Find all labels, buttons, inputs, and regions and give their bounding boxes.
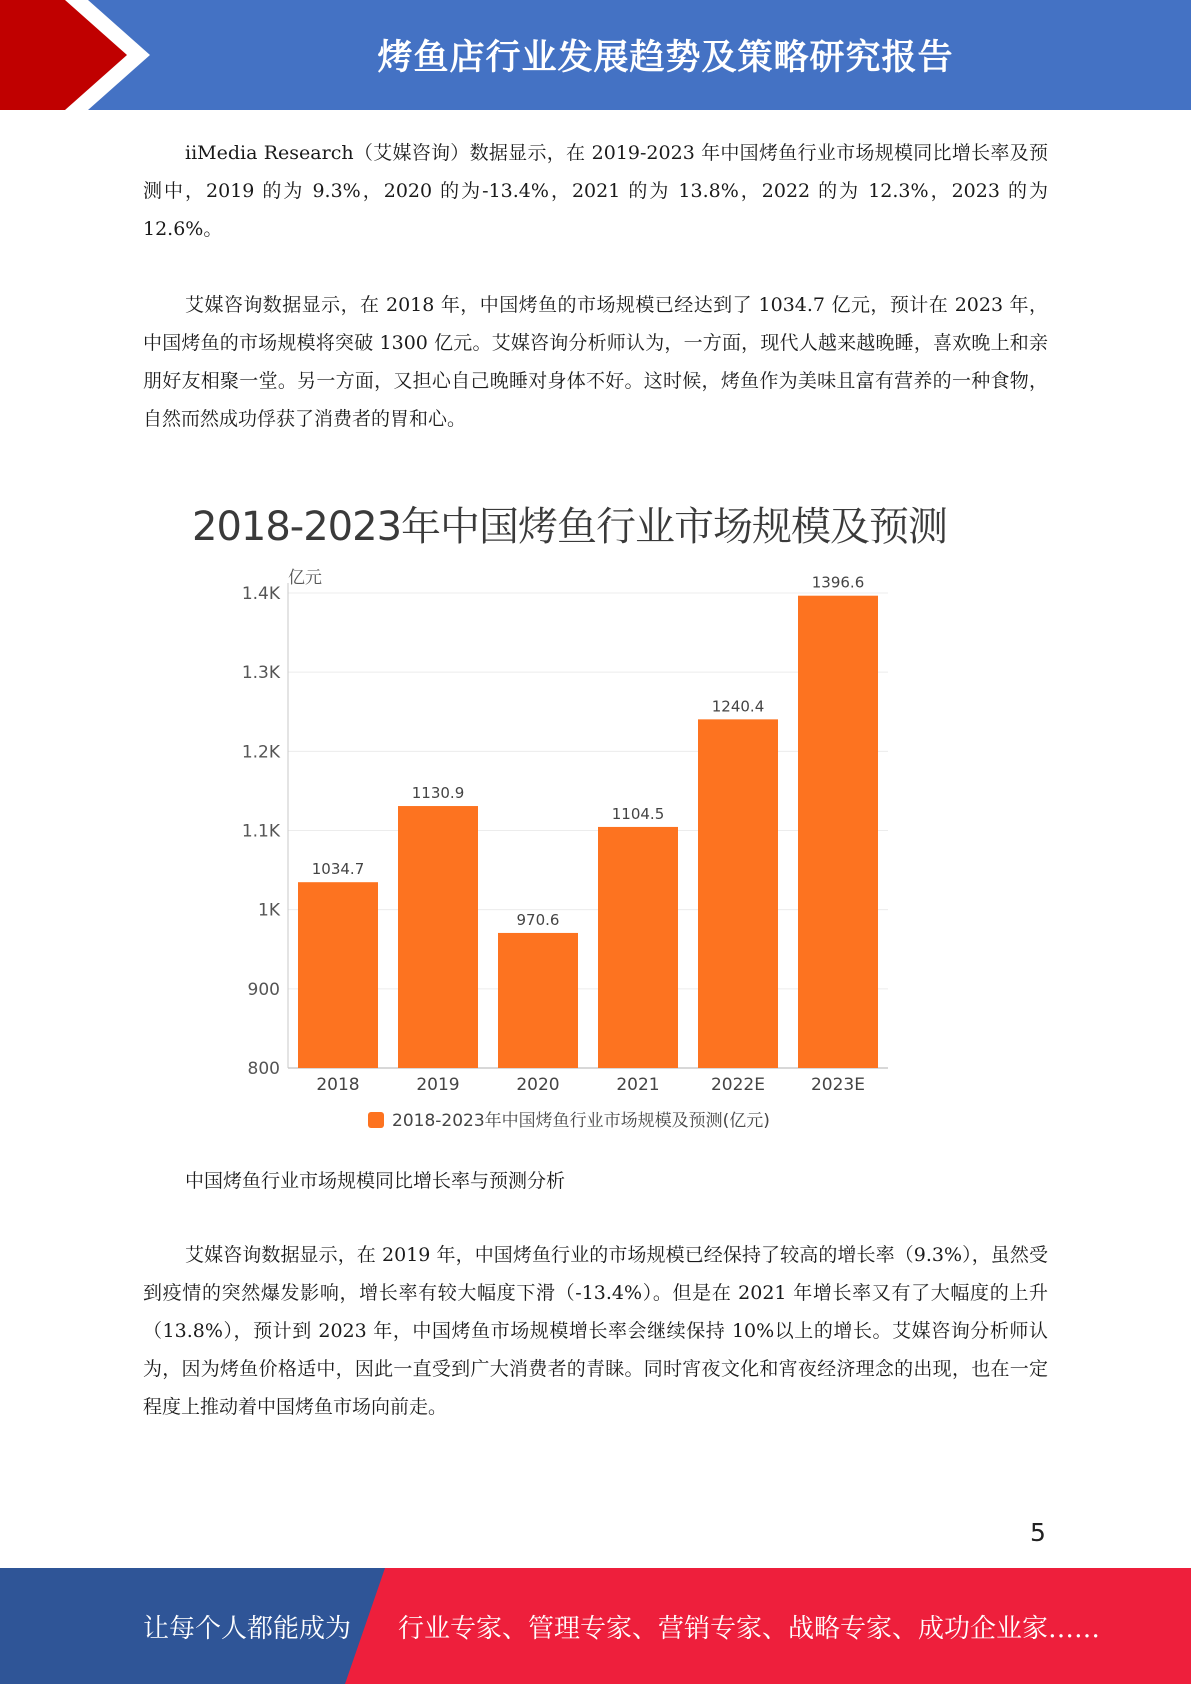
market-size-bar-chart [200,560,920,1140]
y-tick-label: 1.1K [241,821,280,842]
chart-title: 2018-2023年中国烤鱼行业市场规模及预测 [192,504,948,550]
x-tick-label: 2019 [416,1075,460,1095]
x-tick-label: 2018 [316,1075,360,1095]
bar-data-label: 1034.7 [311,860,365,879]
y-tick-label: 800 [247,1059,280,1079]
y-tick-label: 1.4K [241,584,280,604]
y-tick-label: 900 [247,979,280,1000]
bar [598,827,678,1068]
x-tick-label: 2021 [616,1075,660,1095]
y-tick-label: 1.3K [241,663,280,684]
bar-data-label: 1130.9 [411,784,465,803]
legend-swatch [368,1112,384,1128]
bar [798,596,878,1068]
x-tick-label: 2022E [710,1075,766,1095]
bar [698,719,778,1068]
bar-data-label: 970.6 [516,910,560,929]
chart-caption: 中国烤鱼行业市场规模同比增长率与预测分析 [185,1170,566,1192]
bar-data-label: 1240.4 [711,697,765,716]
paragraph-analysis: 艾媒咨询数据显示，在 2019 年，中国烤鱼行业的市场规模已经保持了较高的增长率（9.3%），虽然受到疫情的突然爆发影响，增长率有较大幅度下滑（-13.4%）。但是在 2021 年增长率又有了大幅度的上升（13.8%），预计到 2023 年，中国烤鱼市场规模增长率会继续保持 10%以上的增长。艾媒咨询分析师认为，因为烤鱼价格适中，因此一直受到广大消费者的青睐。同时宵夜文化和宵夜经济理念的出现，也在一定程度上推动着中国烤鱼市场向前走。 [143,1244,1048,1418]
paragraph-growth-rate: iiMedia Research（艾媒咨询）数据显示，在 2019-2023 年中国烤鱼行业市场规模同比增长率及预测中，2019 的为 9.3%，2020 的为-13.4%，2021 的为 13.8%，2022 的为 12.3%，2023 的为 12.6%。 [143,142,1048,240]
bar [298,882,378,1068]
bar-data-label: 1396.6 [811,573,865,592]
y-tick-label: 1.2K [241,742,280,763]
x-tick-label: 2020 [516,1075,560,1095]
bar [498,933,578,1068]
footer-roles: 行业专家、管理专家、营销专家、战略专家、成功企业家…… [398,1613,1101,1644]
legend-label: 2018-2023年中国烤鱼行业市场规模及预测(亿元) [392,1111,770,1131]
footer-slogan: 让每个人都能成为 [143,1613,352,1644]
page-footer [0,1568,1191,1684]
bar-data-label: 1104.5 [611,804,665,823]
report-title: 烤鱼店行业发展趋势及策略研究报告 [377,38,954,78]
y-tick-label: 1K [258,900,280,921]
red-chevron-arrow-icon [0,0,160,110]
y-axis-unit-label: 亿元 [288,568,322,588]
paragraph-market-size: 艾媒咨询数据显示，在 2018 年，中国烤鱼的市场规模已经达到了 1034.7 亿元，预计在 2023 年，中国烤鱼的市场规模将突破 1300 亿元。艾媒咨询分析师认为，一方面，现代人越来越晚睡，喜欢晚上和亲朋好友相聚一堂。另一方面，又担心自己晚睡对身体不好。这时候，烤鱼作为美味且富有营养的一种食物，自然而然成功俘获了消费者的胃和心。 [143,294,1048,430]
x-tick-label: 2023E [810,1075,866,1095]
bar [398,806,478,1068]
page-header [0,0,1191,110]
page-number: 5 [1030,1518,1046,1547]
